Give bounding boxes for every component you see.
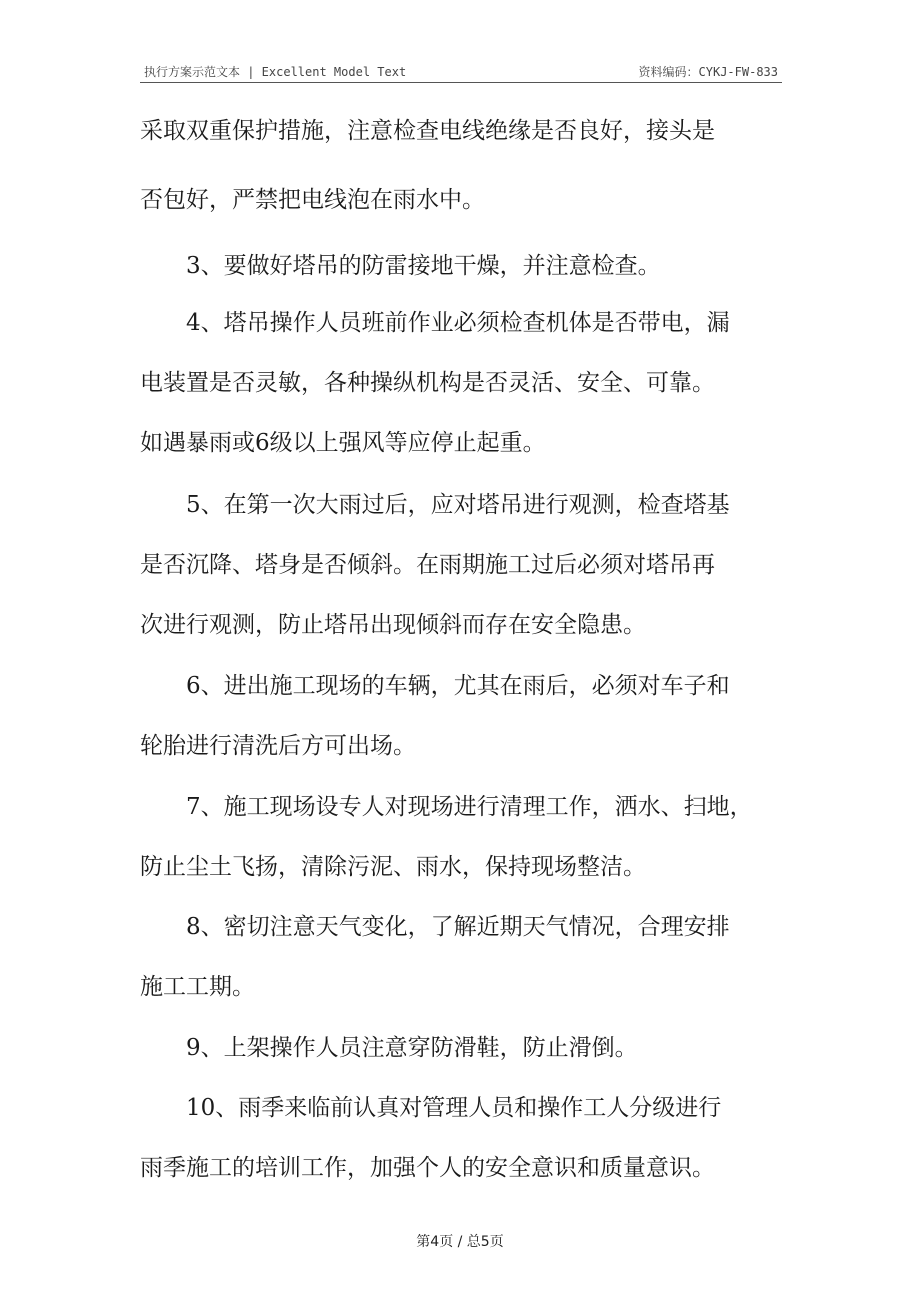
text-line-15: 施工工期。 [140,974,255,1000]
text-line-10: 6、进出施工现场的车辆，尤其在雨后，必须对车子和 [140,673,730,699]
text-line-16: 9、上架操作人员注意穿防滑鞋，防止滑倒。 [140,1035,638,1061]
document-code: 资料编码：CYKJ-FW-833 [638,65,778,79]
text-line-11: 轮胎进行清洗后方可出场。 [140,733,416,759]
text-line-9: 次进行观测，防止塔吊出现倾斜而存在安全隐患。 [140,612,646,638]
text-line-17: 10、雨季来临前认真对管理人员和操作工人分级进行 [140,1095,722,1121]
text-line-14: 8、密切注意天气变化，了解近期天气情况，合理安排 [140,914,730,940]
page-header [140,60,782,83]
header-title: 执行方案示范文本 | Excellent Model Text [144,65,407,79]
text-line-2: 否包好，严禁把电线泡在雨水中。 [140,187,485,213]
text-line-6: 如遇暴雨或6级以上强风等应停止起重。 [140,430,546,456]
text-line-1: 采取双重保护措施，注意检查电线绝缘是否良好，接头是 [140,118,715,144]
page-number: 第4页 / 总5页 [416,1234,504,1250]
text-line-3: 3、要做好塔吊的防雷接地干燥，并注意检查。 [140,253,661,279]
text-line-8: 是否沉降、塔身是否倾斜。在雨期施工过后必须对塔吊再 [140,552,715,578]
text-line-7: 5、在第一次大雨过后，应对塔吊进行观测，检查塔基 [140,492,730,518]
text-line-13: 防止尘土飞扬，清除污泥、雨水，保持现场整洁。 [140,854,646,880]
text-line-5: 电装置是否灵敏，各种操纵机构是否灵活、安全、可靠。 [140,370,715,396]
text-line-12: 7、施工现场设专人对现场进行清理工作，洒水、扫地， [140,794,753,820]
text-line-18: 雨季施工的培训工作，加强个人的安全意识和质量意识。 [140,1155,715,1181]
text-line-4: 4、塔吊操作人员班前作业必须检查机体是否带电，漏 [140,310,730,336]
